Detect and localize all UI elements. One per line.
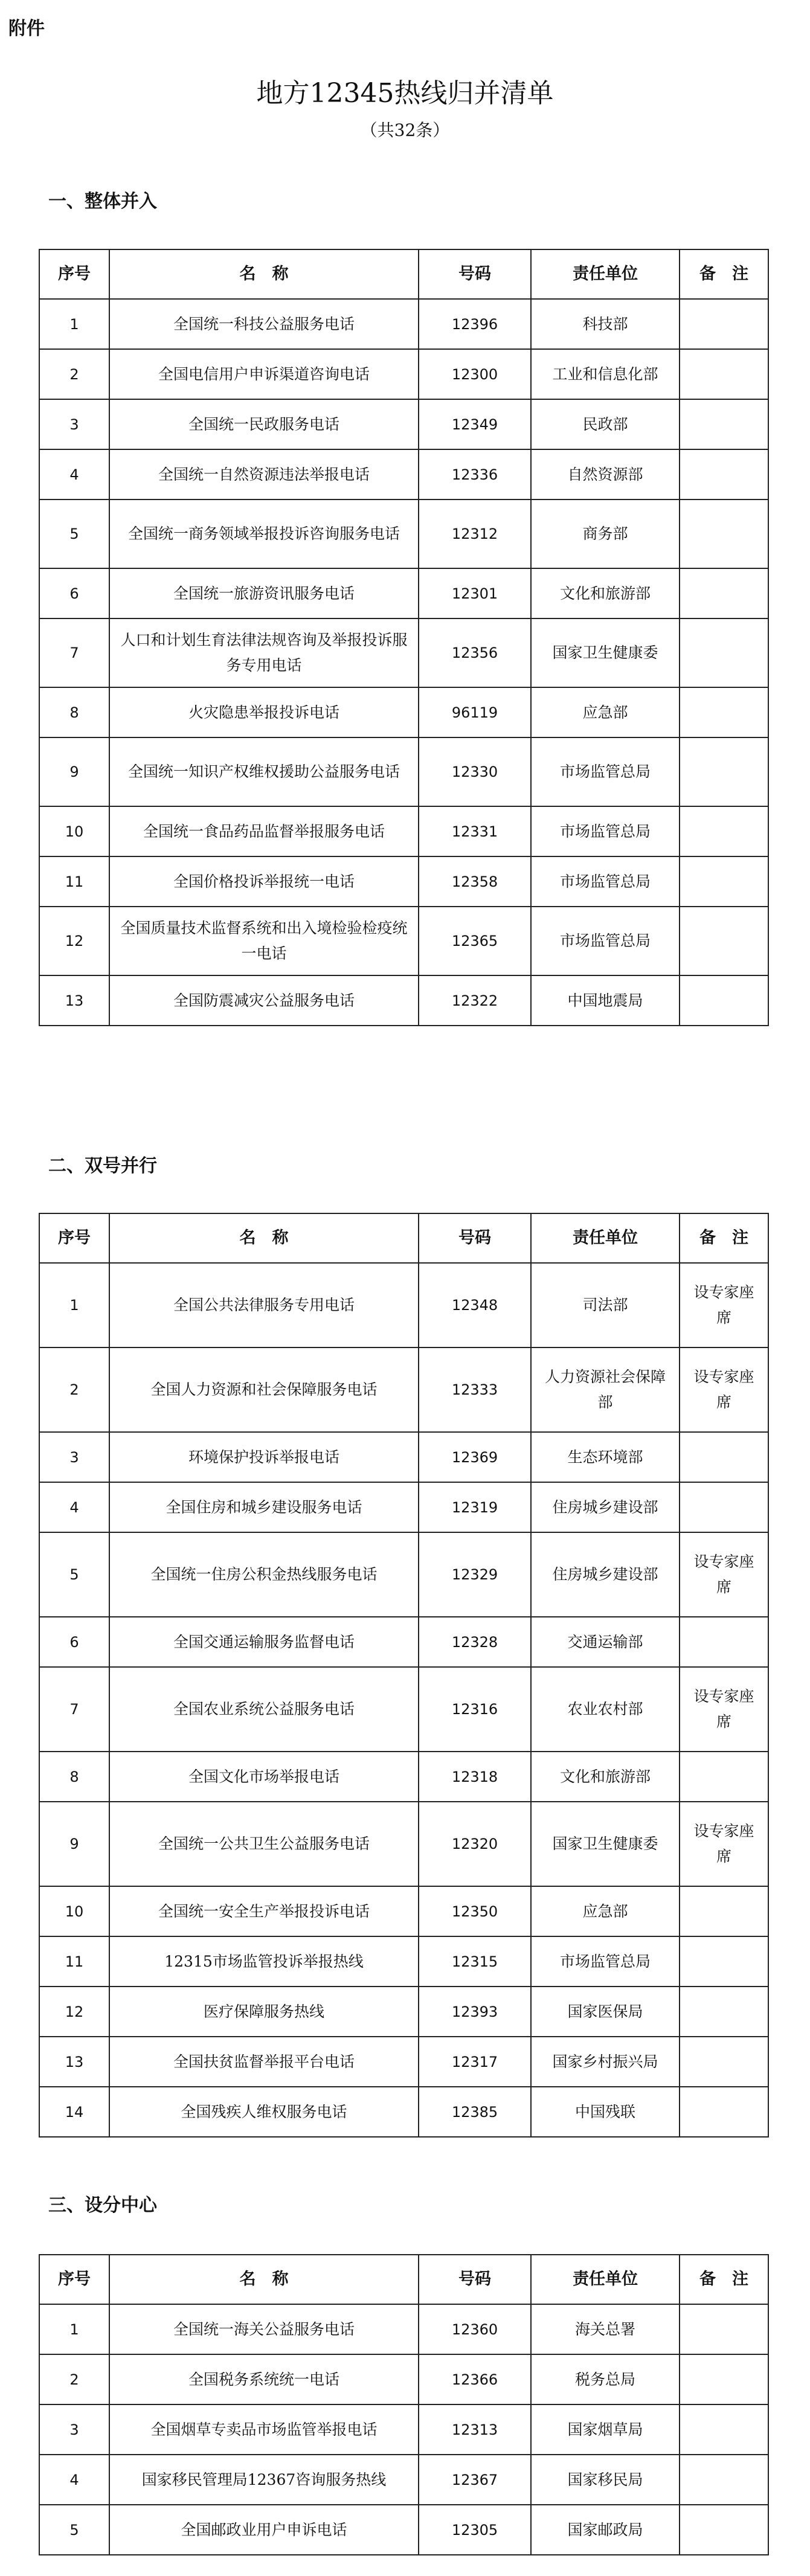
- cell-number: 12331: [419, 806, 531, 856]
- table-row: [39, 399, 768, 449]
- cell-note: [680, 499, 768, 568]
- cell-note: [680, 2404, 768, 2455]
- table-row: [39, 2455, 768, 2505]
- cell-name: 全国公共法律服务专用电话: [109, 1263, 419, 1347]
- col-header-index: 序号: [39, 2255, 109, 2304]
- cell-index: 4: [39, 449, 109, 499]
- table-row: [39, 2404, 768, 2455]
- cell-unit: 市场监管总局: [531, 737, 680, 806]
- cell-name: 全国交通运输服务监督电话: [109, 1617, 419, 1667]
- cell-unit: 国家卫生健康委: [531, 1802, 680, 1886]
- hotline-table-2: [39, 1213, 769, 2138]
- table-row: [39, 1936, 768, 1987]
- cell-note: [680, 1432, 768, 1482]
- cell-number: 12350: [419, 1886, 531, 1936]
- cell-note: [680, 806, 768, 856]
- cell-unit: 人力资源社会保障部: [531, 1347, 680, 1432]
- cell-unit: 住房城乡建设部: [531, 1532, 680, 1617]
- cell-unit: 国家烟草局: [531, 2404, 680, 2455]
- cell-note: [680, 349, 768, 399]
- table-row: [39, 568, 768, 618]
- cell-note: [680, 618, 768, 687]
- cell-index: 5: [39, 499, 109, 568]
- cell-unit: 应急部: [531, 1886, 680, 1936]
- col-header-number: 号码: [419, 249, 531, 299]
- cell-unit: 住房城乡建设部: [531, 1482, 680, 1532]
- cell-number: 12318: [419, 1752, 531, 1802]
- cell-unit: 民政部: [531, 399, 680, 449]
- cell-name: 全国邮政业用户申诉电话: [109, 2505, 419, 2555]
- cell-index: 10: [39, 1886, 109, 1936]
- cell-index: 6: [39, 1617, 109, 1667]
- cell-name: 全国统一食品药品监督举报服务电话: [109, 806, 419, 856]
- cell-unit: 国家移民局: [531, 2455, 680, 2505]
- page-title: 地方12345热线归并清单: [256, 78, 554, 109]
- cell-name: 全国质量技术监督系统和出入境检验检疫统一电话: [109, 907, 419, 975]
- cell-number: 12305: [419, 2505, 531, 2555]
- cell-number: 12336: [419, 449, 531, 499]
- table-row: [39, 349, 768, 399]
- cell-name: 环境保护投诉举报电话: [109, 1432, 419, 1482]
- cell-unit: 商务部: [531, 499, 680, 568]
- col-header-unit: 责任单位: [531, 1213, 680, 1263]
- cell-number: 12312: [419, 499, 531, 568]
- cell-note: [680, 2037, 768, 2087]
- cell-number: 12322: [419, 975, 531, 1026]
- cell-index: 9: [39, 1802, 109, 1886]
- col-header-note: 备 注: [680, 249, 768, 299]
- cell-index: 11: [39, 856, 109, 907]
- cell-index: 14: [39, 2087, 109, 2137]
- cell-unit: 交通运输部: [531, 1617, 680, 1667]
- cell-number: 12369: [419, 1432, 531, 1482]
- cell-unit: 市场监管总局: [531, 907, 680, 975]
- cell-note: [680, 2304, 768, 2354]
- col-header-unit: 责任单位: [531, 2255, 680, 2304]
- cell-unit: 中国残联: [531, 2087, 680, 2137]
- cell-unit: 文化和旅游部: [531, 1752, 680, 1802]
- cell-number: 12393: [419, 1987, 531, 2037]
- cell-index: 13: [39, 2037, 109, 2087]
- table-row: [39, 299, 768, 349]
- cell-note: [680, 299, 768, 349]
- cell-index: 1: [39, 2304, 109, 2354]
- table-row: [39, 687, 768, 737]
- table-row: [39, 806, 768, 856]
- section-heading-3: 三、设分中心: [48, 2195, 157, 2216]
- col-header-name: 名 称: [109, 2255, 419, 2304]
- cell-unit: 国家乡村振兴局: [531, 2037, 680, 2087]
- cell-index: 2: [39, 2354, 109, 2404]
- cell-note: [680, 2354, 768, 2404]
- table-row: [39, 2304, 768, 2354]
- table-row: [39, 449, 768, 499]
- cell-name: 国家移民管理局12367咨询服务热线: [109, 2455, 419, 2505]
- cell-note: [680, 2455, 768, 2505]
- table-row: [39, 1987, 768, 2037]
- cell-index: 11: [39, 1936, 109, 1987]
- cell-name: 全国税务系统统一电话: [109, 2354, 419, 2404]
- cell-unit: 市场监管总局: [531, 806, 680, 856]
- cell-name: 全国农业系统公益服务电话: [109, 1667, 419, 1752]
- cell-index: 7: [39, 1667, 109, 1752]
- cell-number: 12315: [419, 1936, 531, 1987]
- cell-name: 全国防震减灾公益服务电话: [109, 975, 419, 1026]
- cell-number: 12330: [419, 737, 531, 806]
- cell-note: [680, 1886, 768, 1936]
- col-header-index: 序号: [39, 1213, 109, 1263]
- table-row: [39, 975, 768, 1026]
- col-header-name: 名 称: [109, 1213, 419, 1263]
- table-header-row: [39, 2255, 768, 2304]
- cell-name: 全国统一安全生产举报投诉电话: [109, 1886, 419, 1936]
- cell-number: 12320: [419, 1802, 531, 1886]
- table-row: [39, 1263, 768, 1347]
- cell-name: 全国统一旅游资讯服务电话: [109, 568, 419, 618]
- cell-name: 人口和计划生育法律法规咨询及举报投诉服务专用电话: [109, 618, 419, 687]
- col-header-name: 名 称: [109, 249, 419, 299]
- section-heading-1: 一、整体并入: [48, 191, 157, 212]
- cell-number: 12313: [419, 2404, 531, 2455]
- cell-name: 全国人力资源和社会保障服务电话: [109, 1347, 419, 1432]
- table-row: [39, 1532, 768, 1617]
- cell-name: 全国价格投诉举报统一电话: [109, 856, 419, 907]
- table-row: [39, 1482, 768, 1532]
- cell-index: 1: [39, 299, 109, 349]
- cell-index: 4: [39, 2455, 109, 2505]
- cell-unit: 自然资源部: [531, 449, 680, 499]
- cell-note: [680, 1752, 768, 1802]
- cell-number: 12300: [419, 349, 531, 399]
- table-row: [39, 1432, 768, 1482]
- col-header-note: 备 注: [680, 1213, 768, 1263]
- cell-index: 2: [39, 349, 109, 399]
- hotline-table-1: [39, 249, 769, 1026]
- table-row: [39, 1617, 768, 1667]
- cell-number: 12333: [419, 1347, 531, 1432]
- cell-note: [680, 975, 768, 1026]
- cell-index: 4: [39, 1482, 109, 1532]
- cell-number: 12366: [419, 2354, 531, 2404]
- cell-index: 3: [39, 2404, 109, 2455]
- cell-index: 12: [39, 907, 109, 975]
- col-header-unit: 责任单位: [531, 249, 680, 299]
- cell-unit: 市场监管总局: [531, 1936, 680, 1987]
- cell-number: 12396: [419, 299, 531, 349]
- cell-index: 6: [39, 568, 109, 618]
- table-row: [39, 737, 768, 806]
- cell-number: 12358: [419, 856, 531, 907]
- cell-number: 12329: [419, 1532, 531, 1617]
- cell-name: 全国扶贫监督举报平台电话: [109, 2037, 419, 2087]
- cell-index: 5: [39, 2505, 109, 2555]
- cell-index: 3: [39, 399, 109, 449]
- attachment-label: 附件: [8, 18, 45, 39]
- cell-unit: 税务总局: [531, 2354, 680, 2404]
- cell-name: 全国统一商务领域举报投诉咨询服务电话: [109, 499, 419, 568]
- cell-note: [680, 399, 768, 449]
- cell-name: 全国统一民政服务电话: [109, 399, 419, 449]
- cell-name: 全国统一知识产权维权援助公益服务电话: [109, 737, 419, 806]
- cell-name: 全国统一自然资源违法举报电话: [109, 449, 419, 499]
- cell-name: 全国烟草专卖品市场监管举报电话: [109, 2404, 419, 2455]
- cell-number: 12348: [419, 1263, 531, 1347]
- cell-index: 2: [39, 1347, 109, 1432]
- cell-number: 96119: [419, 687, 531, 737]
- cell-name: 医疗保障服务热线: [109, 1987, 419, 2037]
- page-subtitle: （共32条）: [360, 120, 450, 140]
- cell-note: [680, 568, 768, 618]
- cell-name: 全国住房和城乡建设服务电话: [109, 1482, 419, 1532]
- cell-unit: 中国地震局: [531, 975, 680, 1026]
- cell-number: 12319: [419, 1482, 531, 1532]
- cell-note: 设专家座席: [680, 1532, 768, 1617]
- cell-number: 12301: [419, 568, 531, 618]
- table-row: [39, 2037, 768, 2087]
- cell-note: 设专家座席: [680, 1802, 768, 1886]
- table-row: [39, 2354, 768, 2404]
- cell-unit: 科技部: [531, 299, 680, 349]
- table-row: [39, 1886, 768, 1936]
- cell-number: 12349: [419, 399, 531, 449]
- table-header-row: [39, 249, 768, 299]
- cell-name: 全国电信用户申诉渠道咨询电话: [109, 349, 419, 399]
- table-row: [39, 907, 768, 975]
- cell-name: 全国统一海关公益服务电话: [109, 2304, 419, 2354]
- cell-unit: 农业农村部: [531, 1667, 680, 1752]
- cell-index: 8: [39, 687, 109, 737]
- cell-index: 10: [39, 806, 109, 856]
- cell-unit: 国家卫生健康委: [531, 618, 680, 687]
- cell-unit: 国家医保局: [531, 1987, 680, 2037]
- table-row: [39, 499, 768, 568]
- cell-note: [680, 1482, 768, 1532]
- cell-number: 12360: [419, 2304, 531, 2354]
- cell-number: 12367: [419, 2455, 531, 2505]
- table-row: [39, 618, 768, 687]
- cell-note: [680, 2087, 768, 2137]
- col-header-note: 备 注: [680, 2255, 768, 2304]
- cell-name: 全国文化市场举报电话: [109, 1752, 419, 1802]
- cell-note: [680, 907, 768, 975]
- cell-number: 12328: [419, 1617, 531, 1667]
- cell-note: [680, 687, 768, 737]
- cell-index: 1: [39, 1263, 109, 1347]
- cell-name: 12315市场监管投诉举报热线: [109, 1936, 419, 1987]
- cell-index: 5: [39, 1532, 109, 1617]
- cell-unit: 海关总署: [531, 2304, 680, 2354]
- cell-unit: 市场监管总局: [531, 856, 680, 907]
- cell-unit: 文化和旅游部: [531, 568, 680, 618]
- cell-name: 全国统一科技公益服务电话: [109, 299, 419, 349]
- cell-index: 12: [39, 1987, 109, 2037]
- cell-number: 12356: [419, 618, 531, 687]
- cell-name: 全国统一住房公积金热线服务电话: [109, 1532, 419, 1617]
- cell-note: 设专家座席: [680, 1667, 768, 1752]
- cell-note: [680, 1936, 768, 1987]
- col-header-number: 号码: [419, 1213, 531, 1263]
- table-row: [39, 1347, 768, 1432]
- cell-number: 12317: [419, 2037, 531, 2087]
- cell-number: 12316: [419, 1667, 531, 1752]
- cell-unit: 工业和信息化部: [531, 349, 680, 399]
- table-row: [39, 1667, 768, 1752]
- cell-index: 7: [39, 618, 109, 687]
- cell-note: 设专家座席: [680, 1347, 768, 1432]
- cell-unit: 应急部: [531, 687, 680, 737]
- col-header-index: 序号: [39, 249, 109, 299]
- section-heading-2: 二、双号并行: [48, 1155, 157, 1177]
- cell-name: 全国残疾人维权服务电话: [109, 2087, 419, 2137]
- cell-name: 火灾隐患举报投诉电话: [109, 687, 419, 737]
- cell-index: 8: [39, 1752, 109, 1802]
- col-header-number: 号码: [419, 2255, 531, 2304]
- cell-unit: 生态环境部: [531, 1432, 680, 1482]
- cell-index: 13: [39, 975, 109, 1026]
- table-row: [39, 1802, 768, 1886]
- cell-note: [680, 1987, 768, 2037]
- cell-unit: 国家邮政局: [531, 2505, 680, 2555]
- hotline-table-3: [39, 2254, 769, 2555]
- table-row: [39, 1752, 768, 1802]
- cell-index: 3: [39, 1432, 109, 1482]
- cell-name: 全国统一公共卫生公益服务电话: [109, 1802, 419, 1886]
- cell-note: [680, 856, 768, 907]
- cell-number: 12385: [419, 2087, 531, 2137]
- cell-unit: 司法部: [531, 1263, 680, 1347]
- table-row: [39, 856, 768, 907]
- table-row: [39, 2087, 768, 2137]
- cell-note: [680, 449, 768, 499]
- cell-note: [680, 1617, 768, 1667]
- table-header-row: [39, 1213, 768, 1263]
- cell-number: 12365: [419, 907, 531, 975]
- cell-index: 9: [39, 737, 109, 806]
- cell-note: [680, 737, 768, 806]
- table-row: [39, 2505, 768, 2555]
- cell-note: 设专家座席: [680, 1263, 768, 1347]
- cell-note: [680, 2505, 768, 2555]
